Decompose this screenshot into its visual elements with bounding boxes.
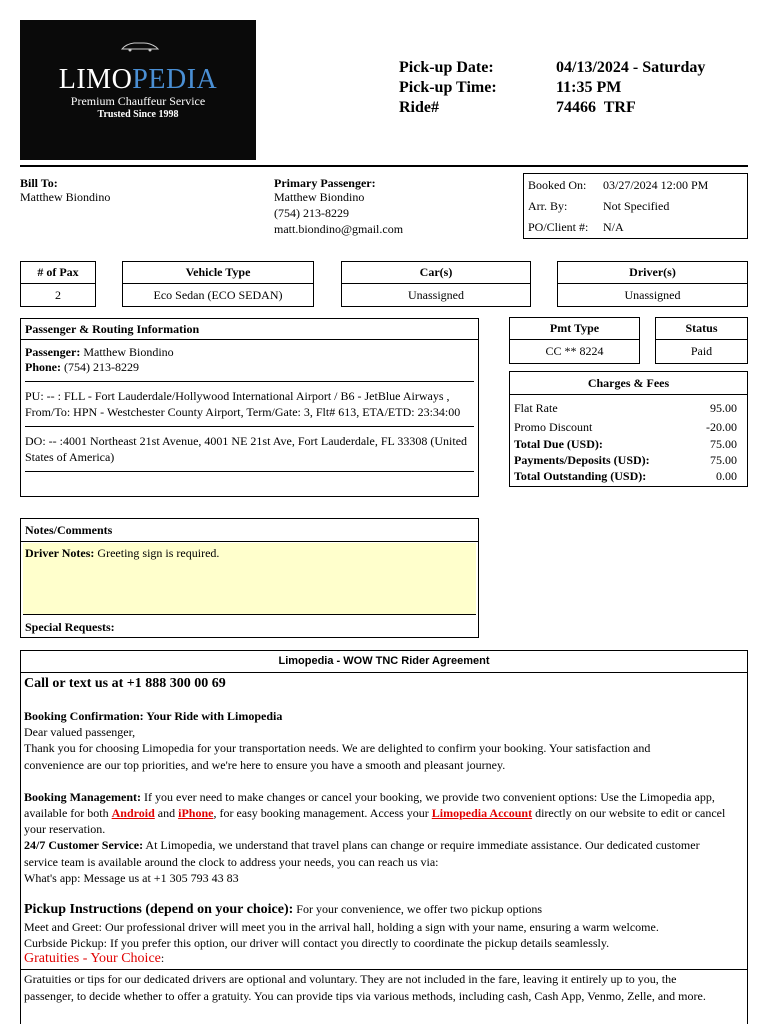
pickup-time-label: Pick-up Time: (399, 79, 497, 96)
charge-value: 0.00 (716, 469, 737, 483)
agreement-title: Limopedia - WOW TNC Rider Agreement (278, 655, 490, 667)
cars-header: Car(s) (341, 261, 531, 284)
mgmt-text-2b: , for easy booking management. Access your (213, 806, 432, 820)
charge-label: Flat Rate (514, 401, 558, 415)
pax-value: 2 (20, 283, 96, 307)
routing-passenger-label: Passenger: (25, 345, 81, 359)
routing-divider (21, 339, 478, 340)
po-value: N/A (603, 220, 624, 234)
rider-agreement-box (20, 650, 748, 1024)
special-requests-label: Special Requests: (25, 620, 115, 634)
charge-value: 95.00 (710, 401, 737, 415)
cars-value: Unassigned (341, 283, 531, 307)
pickup-date-value: 04/13/2024 - Saturday (556, 59, 706, 76)
driver-notes (25, 546, 219, 561)
logo-brand (20, 64, 256, 96)
whatsapp-line: What's app: Message us at +1 305 793 43 83 (24, 871, 239, 885)
charge-value: 75.00 (710, 437, 737, 451)
confirm-heading: Booking Confirmation: Your Ride with Limopedia (24, 709, 283, 723)
gratuity-line-1: Gratuities or tips for our dedicated drivers are optional and voluntary. They are not included in the fare, leaving it entirely up to you, the (24, 972, 677, 986)
drivers-value: Unassigned (557, 283, 748, 307)
logo-trusted: Trusted Since 1998 (97, 109, 179, 120)
routing-divider-2 (25, 381, 474, 382)
vehicle-type-header: Vehicle Type (122, 261, 314, 284)
arr-by-label: Arr. By: (528, 199, 568, 213)
status-value: Paid (655, 339, 748, 364)
drivers-header: Driver(s) (557, 261, 748, 284)
pickup-instructions (24, 902, 542, 918)
meet-greet-line: Meet and Greet: Our professional driver will meet you in the arrival hall, holding a sign with your name, ensuring a warm welcome. (24, 920, 659, 934)
routing-phone-value: (754) 213-8229 (64, 360, 139, 374)
mgmt-text-2a: available for both (24, 806, 112, 820)
service-line-1 (24, 837, 700, 853)
pmt-type-value: CC ** 8224 (509, 339, 640, 364)
pax-header: # of Pax (20, 261, 96, 284)
charges-box (509, 371, 748, 487)
booked-on-label: Booked On: (528, 178, 587, 192)
gratuity-divider (21, 969, 747, 970)
charge-label: Total Outstanding (USD): (514, 469, 647, 483)
charge-row (514, 420, 737, 435)
charge-label: Promo Discount (514, 420, 593, 434)
primary-passenger-label: Primary Passenger: (274, 176, 376, 190)
driver-notes-area (23, 543, 476, 615)
dropoff-line-1: DO: -- :4001 Northeast 21st Avenue, 4001 NE 21st Ave, Fort Lauderdale, FL 33308 (United (25, 434, 468, 448)
mgmt-text-1: If you ever need to make changes or cancel your booking, we provide two convenient options: Use the Limopedia app, (141, 790, 715, 804)
thanks-line-2: convenience are our top priorities, and we're here to ensure you have a smooth and pleasant journey. (24, 758, 506, 772)
notes-divider (21, 541, 478, 542)
call-line: Call or text us at +1 888 300 00 69 (24, 676, 226, 691)
charge-row (514, 469, 737, 484)
driver-notes-label: Driver Notes: (25, 546, 95, 560)
gratuity-colon: : (160, 951, 165, 965)
limo-car-icon (120, 40, 160, 52)
pickup-heading: Pickup Instructions (depend on your choice): (24, 902, 294, 917)
charge-value: -20.00 (706, 420, 737, 434)
notes-box (20, 518, 479, 638)
booked-on-value: 03/27/2024 12:00 PM (603, 178, 709, 192)
notes-title: Notes/Comments (25, 523, 113, 537)
routing-info-box (20, 318, 479, 497)
charge-label: Payments/Deposits (USD): (514, 453, 650, 467)
gratuity-heading-line (24, 951, 164, 967)
mgmt-line-1 (24, 789, 715, 805)
gratuity-line-2: passenger, to decide whether to offer a gratuity. You can provide tips via various methods, including cash, Cash App, Venmo, Zelle, and more. (24, 989, 706, 1003)
thanks-line-1: Thank you for choosing Limopedia for your transportation needs. We are delighted to confirm your booking. Your satisfaction and (24, 741, 651, 755)
routing-phone (25, 359, 139, 375)
routing-divider-4 (25, 471, 474, 472)
mgmt-label: Booking Management: (24, 790, 141, 804)
charge-row (514, 437, 737, 452)
ride-label: Ride# (399, 99, 439, 116)
mgmt-line-3: your reservation. (24, 822, 106, 836)
limopedia-account-link[interactable]: Limopedia Account (431, 806, 533, 820)
primary-passenger-name: Matthew Biondino (274, 190, 365, 204)
pickup-line-2: From/To: HPN - Westchester County Airport, Term/Gate: 3, Flt# 613, ETA/ETD: 23:34:00 (25, 405, 461, 419)
charge-value: 75.00 (710, 453, 737, 467)
booking-info-box (523, 173, 748, 239)
arr-by-value: Not Specified (603, 199, 670, 213)
mgmt-line-2 (24, 805, 725, 821)
pickup-date-label: Pick-up Date: (399, 59, 494, 76)
primary-passenger-email: matt.biondino@gmail.com (274, 222, 404, 236)
routing-title: Passenger & Routing Information (25, 322, 200, 336)
mgmt-text-2c: directly on our website to edit or cancel (532, 806, 726, 820)
pickup-time-value: 11:35 PM (556, 79, 622, 96)
service-line-2: service team is available around the clock to address your needs, you can reach us via: (24, 855, 439, 869)
service-label: 24/7 Customer Service: (24, 838, 144, 852)
iphone-link[interactable]: iPhone (178, 806, 214, 820)
bill-to-label: Bill To: (20, 176, 58, 190)
pmt-type-header: Pmt Type (509, 317, 640, 340)
routing-passenger (25, 344, 174, 360)
pickup-intro: For your convenience, we offer two pickup options (293, 902, 542, 916)
driver-notes-value: Greeting sign is required. (97, 546, 220, 560)
routing-divider-3 (25, 426, 474, 427)
ride-value: 74466 TRF (556, 99, 636, 116)
po-label: PO/Client #: (528, 220, 589, 234)
logo-brand-blue: PEDIA (132, 64, 218, 95)
status-header: Status (655, 317, 748, 340)
company-logo (20, 20, 256, 160)
logo-tagline: Premium Chauffeur Service (70, 94, 206, 108)
android-link[interactable]: Android (111, 806, 155, 820)
charges-divider (510, 394, 747, 395)
charge-row (514, 453, 737, 468)
logo-brand-white: LIMO (58, 64, 133, 95)
charge-row (514, 401, 737, 416)
charge-label: Total Due (USD): (514, 437, 603, 451)
charges-title: Charges & Fees (587, 376, 670, 390)
gratuity-heading: Gratuities - Your Choice (24, 951, 161, 966)
mgmt-and: and (154, 806, 179, 820)
pickup-line-1: PU: -- : FLL - Fort Lauderdale/Hollywood International Airport / B6 - JetBlue Airways , (25, 389, 450, 403)
routing-phone-label: Phone: (25, 360, 61, 374)
bill-to-name: Matthew Biondino (20, 190, 111, 204)
header-divider (20, 165, 748, 167)
service-text-1: At Limopedia, we understand that travel plans can change or require immediate assistance. Our dedicated customer (143, 838, 700, 852)
routing-passenger-value: Matthew Biondino (83, 345, 174, 359)
dear-line: Dear valued passenger, (24, 725, 136, 739)
vehicle-type-value: Eco Sedan (ECO SEDAN) (122, 283, 314, 307)
curbside-line: Curbside Pickup: If you prefer this option, our driver will contact you directly to coordinate the pickup details seamlessly. (24, 936, 610, 950)
dropoff-line-2: States of America) (25, 450, 115, 464)
agreement-divider (21, 672, 747, 673)
primary-passenger-phone: (754) 213-8229 (274, 206, 349, 220)
